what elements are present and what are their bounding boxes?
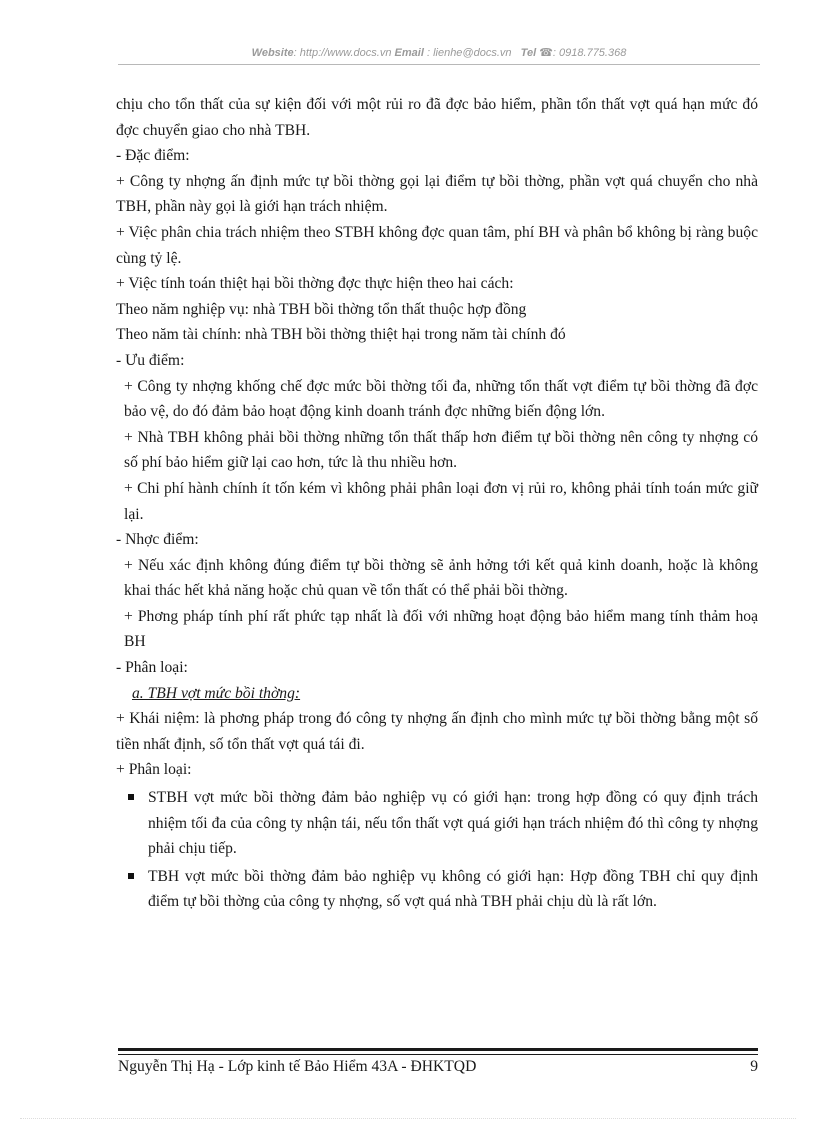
website-value[interactable]: : http://www.docs.vn: [293, 47, 392, 59]
bullet-text: TBH vợt mức bồi thờng đảm bảo nghiệp vụ không có giới hạn: Hợp đồng TBH chỉ quy định điểm tự bồi thờng của công ty nhợng, số vợt quá nhà TBH phải chịu dù là rất lớn.: [148, 867, 758, 911]
page-edge-divider: [20, 1118, 796, 1119]
tel-label: Tel: [520, 47, 537, 59]
paragraph-dd3a: Theo năm nghiệp vụ: nhà TBH bồi thờng tổn thất thuộc hợp đồng: [116, 300, 527, 318]
paragraph-dd3: + Việc tính toán thiệt hại bồi thờng đợc thực hiện theo hai cách:: [116, 275, 514, 293]
page-header: [118, 46, 760, 59]
subheading-a: [116, 681, 300, 707]
paragraph-ud3: + Chi phí hành chính ít tốn kém vì không phải phân loại đơn vị rủi ro, không phải tính toán mức giữ lại.: [124, 479, 758, 523]
section-heading-phan-loai: - Phân loại:: [116, 659, 188, 677]
page-number: 9: [750, 1058, 758, 1075]
page-footer: [118, 1058, 758, 1076]
footer-author: Nguyễn Thị Hạ - Lớp kinh tế Bảo Hiểm 43A - ĐHKTQD: [118, 1058, 477, 1075]
paragraph-dd3b: Theo năm tài chính: nhà TBH bồi thờng thiệt hại trong năm tài chính đó: [116, 326, 566, 344]
bullet-item: [116, 864, 758, 915]
paragraph-nd1: + Nếu xác định không đúng điểm tự bồi thờng sẽ ảnh hởng tới kết quả kinh doanh, hoặc là không khai thác hết khả năng hoặc chủ quan về tổn thất có thể phải bồi thờng.: [124, 556, 758, 600]
tel-value: ☎: 0918.775.368: [539, 47, 627, 59]
website-label: Website: [251, 47, 294, 59]
square-bullet-icon: [128, 794, 134, 800]
paragraph-dd2: + Việc phân chia trách nhiệm theo STBH không đợc quan tâm, phí BH và phân bổ không bị ràng buộc cùng tỷ lệ.: [116, 223, 758, 267]
footer-divider-thick: [118, 1048, 758, 1051]
footer-divider-thin: [118, 1054, 758, 1055]
paragraph-ud1: + Công ty nhợng khống chế đợc mức bồi thờng tối đa, những tổn thất vợt điểm tự bồi thờng đã đợc bảo vệ, do đó đảm bảo hoạt động kinh doanh tránh đợc những biến động lớn.: [124, 377, 758, 421]
paragraph-nd2: + Phơng pháp tính phí rất phức tạp nhất là đối với những hoạt động bảo hiểm mang tính thảm hoạ BH: [124, 607, 758, 651]
bullet-text: STBH vợt mức bồi thờng đảm bảo nghiệp vụ có giới hạn: trong hợp đồng có quy định trách nhiệm tối đa của công ty nhận tái, nếu tổn thất vợt quá giới hạn trách nhiệm đó thì công ty nhợng phải chịu tiếp.: [148, 789, 758, 858]
email-value[interactable]: : lienhe@docs.vn: [426, 47, 512, 59]
header-divider: [118, 64, 760, 65]
intro-paragraph: chịu cho tổn thất của sự kiện đối với một rủi ro đã đợc bảo hiểm, phần tổn thất vợt quá hạn mức đó đợc chuyển giao cho nhà TBH.: [116, 96, 758, 139]
document-body: [116, 92, 758, 917]
paragraph-ud2: + Nhà TBH không phải bồi thờng những tổn thất thấp hơn điểm tự bồi thờng nên công ty nhợng có số phí bảo hiểm giữ lại cao hơn, tức là thu nhiều hơn.: [124, 428, 758, 472]
section-heading-nhuoc-diem: - Nhợc điểm:: [116, 531, 199, 549]
paragraph-khai-niem: + Khái niệm: là phơng pháp trong đó công ty nhợng ấn định cho mình mức tự bồi thờng bằng một số tiền nhất định, số tổn thất vợt quá tái đi.: [116, 710, 758, 753]
paragraph-dd1: + Công ty nhợng ấn định mức tự bồi thờng gọi lại điểm tự bồi thờng, phần vợt quá chuyển cho nhà TBH, phần này gọi là giới hạn trách nhiệm.: [116, 172, 758, 216]
email-label: Email: [394, 47, 424, 59]
subheading-a-text: a. TBH vợt mức bồi thờng:: [132, 684, 301, 702]
section-heading-dac-diem: - Đặc điểm:: [116, 147, 190, 165]
paragraph-phan-loai-2: + Phân loại:: [116, 761, 192, 779]
bullet-item: [116, 785, 758, 862]
square-bullet-icon: [128, 873, 134, 879]
section-heading-uu-diem: - Ưu điểm:: [116, 351, 185, 369]
